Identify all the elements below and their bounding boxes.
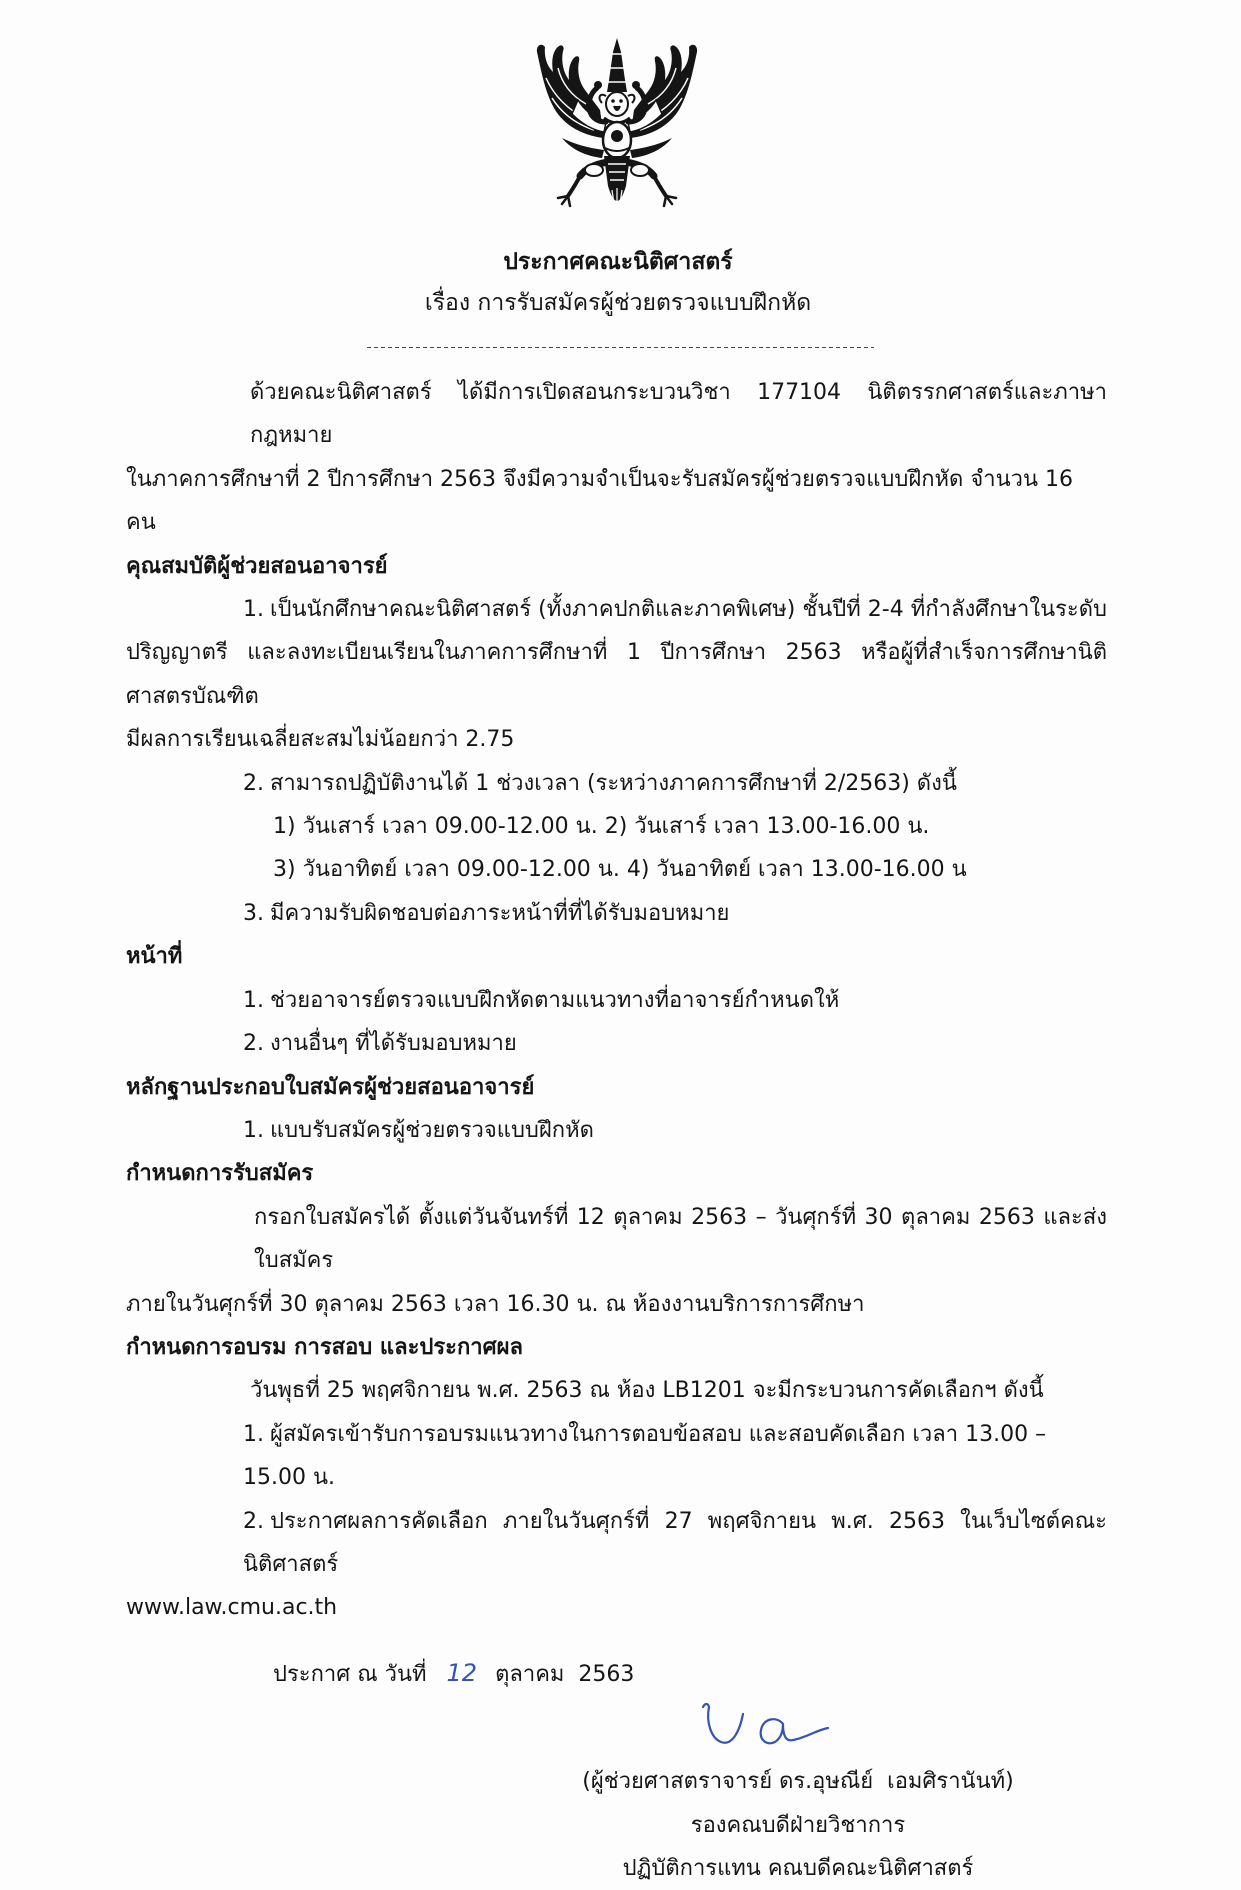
section-heading-application-period: กำหนดการรับสมัคร [126,1161,314,1187]
section-heading-qualifications: คุณสมบัติผู้ช่วยสอนอาจารย์ [126,553,388,579]
selection-intro: วันพุธที่ 25 พฤศจิกายน พ.ศ. 2563 ณ ห้อง LB1201 จะมีกระบวนการคัดเลือกฯ ดังนี้ [250,1378,1044,1404]
signature-area [126,1696,1107,1760]
signatory-name: (ผู้ช่วยศาสตราจารย์ ดร.อุษณีย์ เอมศิรานันท์) [582,1769,1014,1795]
website-url: www.law.cmu.ac.th [126,1595,338,1621]
garuda-emblem [532,38,702,214]
item-text: สามารถปฏิบัติงานได้ 1 ช่วงเวลา (ระหว่างภาคการศึกษาที่ 2/2563) ดังนี้ [270,770,957,796]
qualification-item [126,762,1107,805]
item-text: ผู้สมัครเข้ารับการอบรมแนวทางในการตอบข้อสอบ และสอบคัดเลือก เวลา 13.00 – 15.00 น. [243,1421,1047,1491]
application-period-line: ภายในวันศุกร์ที่ 30 ตุลาคม 2563 เวลา 16.30 น. ณ ห้องงานบริการการศึกษา [126,1291,865,1317]
item-number: 2. [243,770,264,796]
qualification-item-continued: มีผลการเรียนเฉลี่ยสะสมไม่น้อยกว่า 2.75 [126,727,515,753]
item-number: 3. [243,900,264,926]
item-text: เป็นนักศึกษาคณะนิติศาสตร์ (ทั้งภาคปกติและภาคพิเศษ) ชั้นปีที่ 2-4 ที่กำลังศึกษาในระดับ [270,597,1107,623]
section-heading-duties: หน้าที่ [126,944,183,970]
item-number: 2. [243,1031,264,1057]
document-title: ประกาศคณะนิติศาสตร์ [503,249,733,275]
item-number: 1. [243,1117,264,1143]
item-text: ช่วยอาจารย์ตรวจแบบฝึกหัดตามแนวทางที่อาจารย์กำหนดให้ [270,987,840,1013]
item-text: งานอื่นๆ ที่ได้รับมอบหมาย [270,1031,517,1057]
item-number: 2. [243,1508,264,1534]
document-body [126,371,1107,1890]
signatory-position: รองคณบดีฝ่ายวิชาการ [690,1812,906,1838]
item-text: มีความรับผิดชอบต่อภาระหน้าที่ที่ได้รับมอบหมาย [270,900,730,926]
signatory-acting-role: ปฏิบัติการแทน คณบดีคณะนิติศาสตร์ [622,1856,974,1881]
selection-item [126,1413,1107,1500]
item-number: 1. [243,1421,264,1447]
selection-item [126,1500,1107,1587]
date-day-handwritten: 12 [446,1658,478,1687]
date-month-year: ตุลาคม 2563 [495,1661,635,1687]
intro-line: ในภาคการศึกษาที่ 2 ปีการศึกษา 2563 จึงมีความจำเป็นจะรับสมัครผู้ช่วยตรวจแบบฝึกหัด จำนวน 16 คน [126,466,1073,536]
application-period-line: กรอกใบสมัครได้ ตั้งแต่วันจันทร์ที่ 12 ตุลาคม 2563 – วันศุกร์ที่ 30 ตุลาคม 2563 และส่งใบสมัคร [254,1204,1107,1274]
announcement-date [126,1652,1107,1696]
section-heading-selection: กำหนดการอบรม การสอบ และประกาศผล [126,1334,523,1360]
qualification-item [126,588,1107,631]
document-item [126,1109,1107,1152]
qualification-item [126,892,1107,935]
document-subject: เรื่อง การรับสมัครผู้ช่วยตรวจแบบฝึกหัด [424,290,812,316]
section-heading-documents: หลักฐานประกอบใบสมัครผู้ช่วยสอนอาจารย์ [126,1074,535,1100]
duty-item [126,1022,1107,1065]
handwritten-signature [701,1698,831,1760]
item-number: 1. [243,597,264,623]
duty-item [126,979,1107,1022]
schedule-line: 3) วันอาทิตย์ เวลา 09.00-12.00 น. 4) วันอาทิตย์ เวลา 13.00-16.00 น [273,857,967,883]
item-text: ประกาศผลการคัดเลือก ภายในวันศุกร์ที่ 27 พฤศจิกายน พ.ศ. 2563 ในเว็บไซต์คณะนิติศาสตร์ [243,1508,1107,1577]
item-text: แบบรับสมัครผู้ช่วยตรวจแบบฝึกหัด [270,1117,594,1143]
qualification-item-continued: ปริญญาตรี และลงทะเบียนเรียนในภาคการศึกษาที่ 1 ปีการศึกษา 2563 หรือผู้ที่สำเร็จการศึกษานิติศาสตรบัณฑิต [126,640,1107,709]
date-prefix: ประกาศ ณ วันที่ [273,1661,427,1687]
separator-line [367,347,874,348]
intro-line: ด้วยคณะนิติศาสตร์ ได้มีการเปิดสอนกระบวนวิชา 177104 นิติตรรกศาสตร์และภาษากฎหมาย [250,380,1107,449]
item-number: 1. [243,987,264,1013]
schedule-line: 1) วันเสาร์ เวลา 09.00-12.00 น. 2) วันเสาร์ เวลา 13.00-16.00 น. [273,814,930,840]
